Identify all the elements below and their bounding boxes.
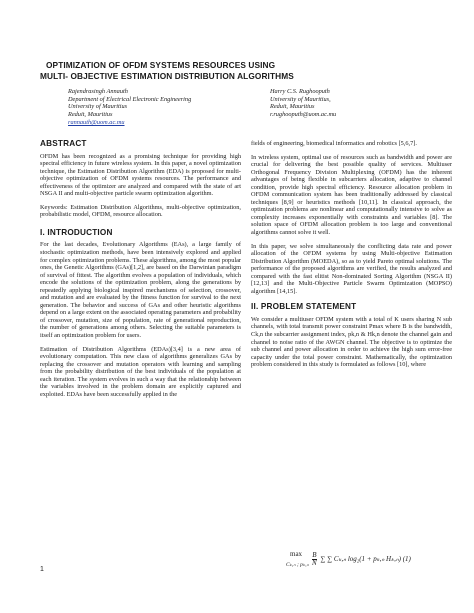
paper-title	[40, 60, 440, 82]
author-univ: Reduit, Mauritius	[270, 103, 315, 111]
author-univ: University of Mauritius	[68, 103, 128, 111]
author-city: Reduit, Mauritius	[68, 111, 113, 119]
right-column	[251, 140, 452, 375]
author-email: r.rughooputh@uom.ac.mu	[270, 111, 337, 119]
author-name: Rajendrasingh Annauth	[68, 88, 128, 95]
page-number: 1	[40, 566, 44, 573]
right-paragraph-2: In wireless system, optimal use of resources such as bandwidth and power are crucial for delivering the best possible quality of services. Multiuser Orthogonal Frequency Division Multiplexing (OFDM) has the inherent advantages of being flexible in subcarriers allocation, adaptive to channel condition, provide high spectral efficiency. Resource allocation problem in OFDM communication system has been traditionally addressed by classical techniques [8,9] or heuristics methods [10,11]. In classical approach, the optimization problems are nonlinear and computationally intensive to solve as complexity increases exponentially with constraints and variables [8]. The solution space of OFDM allocation problem is too large and conventional algorithms cannot solve it well.	[251, 153, 452, 237]
intro-paragraph-2: Estimation of Distribution Algorithms (EDAs)[3,4] is a new area of evolutionary computation. This new class of algorithms generalizes GAs by replacing the crossover and mutation operators with learning and sampling from the probability distribution of the best individuals of the population at each iteration. The system evolves in such a way that the relationship between the variables involved in the problem domain are explicitly captured and exploited. EDAs have been successfully applied in the	[40, 345, 241, 398]
author-block-1	[68, 88, 191, 127]
intro-paragraph-1: For the last decades, Evolutionary Algorithms (EAs), a large family of stochastic optimization methods, have been intensively explored and applied for complex optimization problems. These algorithms, among the most popular ones, the Genetic Algorithms (GAs)[1,2], are based on the Darwinian paradigm of survival of fittest. The algorithm evolves a population of individuals, which encode the solutions of the optimization problem, along the generations by repeatedly applying biological inspired mechanisms of selection, crossover, and mutation and are evaluated by the fitness function for survival to the next generation. The behavior and success of GAs and other heuristic algorithms depend on a large extent on the associated operating parameters and probability of crossover, mutation, size of population, rate of generational reproduction, the number of generations among others. Selecting the suitable parameters is itself an optimization problem for users.	[40, 241, 241, 340]
author-name: Harry C.S. Rughooputh	[270, 88, 330, 95]
author-email-link[interactable]: rannauth@uom.ac.mu	[68, 118, 125, 126]
equation-sum: ∑ ∑ Cₖ,ₙ log₂(1 + pₖ,ₙ Hₖ,ₙ)	[320, 555, 401, 564]
equation-body	[312, 552, 411, 567]
keywords-text: Keywords: Estimation Distribution Algorithms, multi-objective optimization, probabilistic model, OFDM, resource allocation.	[40, 203, 241, 219]
equation-max-sub: Cₖ,ₙ ; pₖ,ₙ	[286, 562, 309, 568]
equation-max: max	[290, 550, 303, 558]
right-paragraph-3: In this paper, we solve simultaneously the conflicting data rate and power allocation of the OFDM systems by using Multi-objective Estimation Distribution Algorithm (MOEDA), so as to yield Pareto optimal solutions. The performance of the proposed algorithms are verified, the results analyzed and compared with the fast elitist Non-dominated Sorting Algorithm (NSGA II) [12,13] and the Multi-Objective Particle Swarm Optimization (MOPSO) algorithm [14,15].	[251, 242, 452, 295]
introduction-heading: I. INTRODUCTION	[40, 227, 113, 237]
right-paragraph-1: fields of engineering, biomedical informatics and robotics [5,6,7].	[251, 140, 417, 147]
equation-number: (1)	[402, 555, 411, 564]
abstract-heading: ABSTRACT	[40, 139, 87, 148]
abstract-text: OFDM has been recognized as a promising technique for providing high spectral efficiency in future wireless system. In this paper, a novel optimization technique, the Estimation Distribution Algorithm (EDA) is proposed for multi-objective optimization of OFDM systems resources. The performance and effectiveness of the optimizer are analyzed and compared with the state of art NSGA II and multi-objective particle swarm optimization algorithm.	[40, 152, 241, 198]
equation-fraction	[312, 552, 317, 567]
author-dept: University of Mauritius,	[270, 95, 331, 103]
author-dept: Department of Electrical Electronic Engineering	[68, 95, 192, 103]
equation-frac-num: B	[312, 551, 317, 559]
equation-frac-den: N	[312, 559, 317, 567]
title-line-2: MULTI- OBJECTIVE ESTIMATION DISTRIBUTION ALGORITHMS	[40, 71, 294, 81]
title-line-1: OPTIMIZATION OF OFDM SYSTEMS RESOURCES USING	[46, 60, 276, 70]
problem-statement-heading: II. PROBLEM STATEMENT	[251, 302, 357, 312]
problem-paragraph-1: We consider a multiuser OFDM system with a total of K users sharing N sub channels, with total transmit power constraint Pmax where B is the bandwidth, Ck,n the subcarrier assignment index, pk,n & Hk,n denote the channel gain and channel to noise ratio of the AWGN channel. The objective is to optimize the sub channel and power allocation in order to achieve the high sum error-free capacity under the total power constraint. Mathematically, the optimization problem considered in this study is formulated as follows [10], where	[251, 315, 452, 369]
author-block-2	[270, 88, 336, 119]
left-column	[40, 140, 241, 404]
